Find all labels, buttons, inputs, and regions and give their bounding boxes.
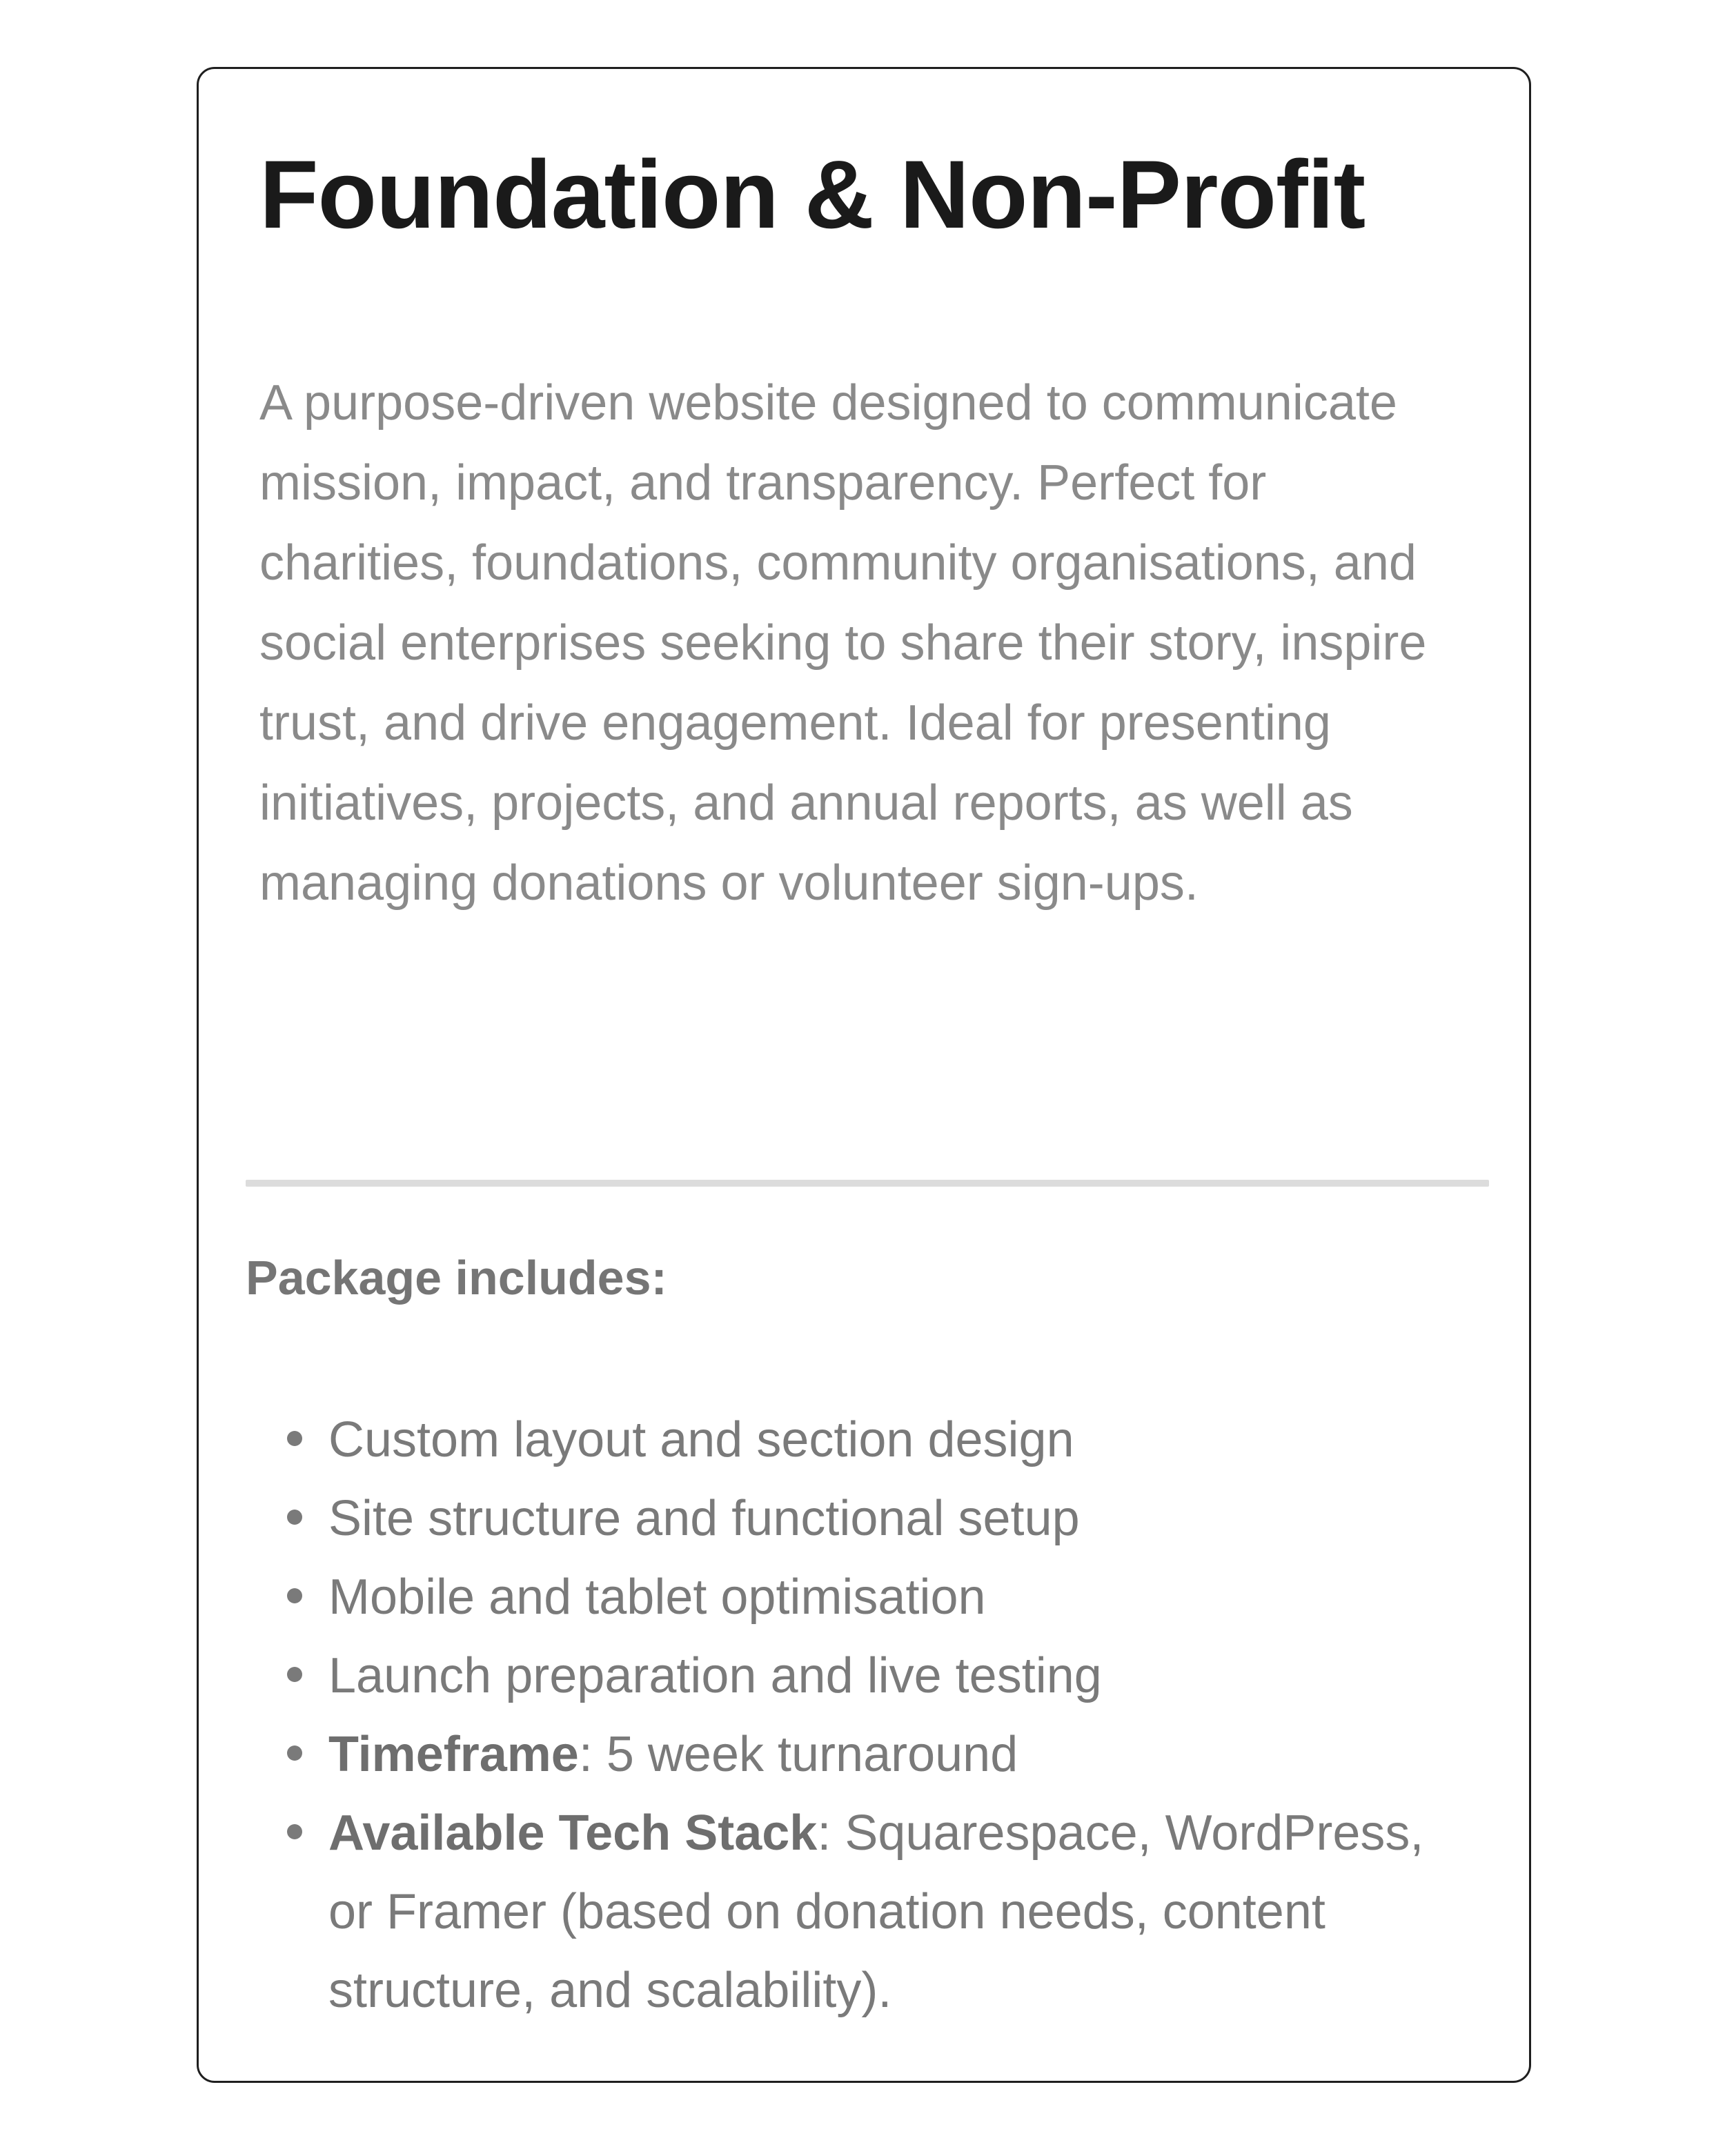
bullet-icon [287, 1588, 302, 1603]
package-heading: Package includes: [246, 1251, 667, 1305]
package-card [197, 67, 1531, 2083]
list-item [259, 1558, 1474, 1636]
list-item [259, 1401, 1474, 1479]
bullet-icon [287, 1824, 302, 1839]
bullet-icon [287, 1510, 302, 1525]
bullet-icon [287, 1431, 302, 1446]
timeframe-value: : 5 week turnaround [578, 1727, 1018, 1782]
card-title: Foundation & Non-Profit [259, 140, 1366, 248]
feature-list [259, 1401, 1474, 2030]
tech-stack-item [259, 1794, 1474, 2030]
feature-text: Site structure and functional setup [328, 1491, 1080, 1546]
list-item [259, 1479, 1474, 1558]
feature-text: Mobile and tablet optimisation [328, 1570, 986, 1625]
card-description: A purpose-driven website designed to communicate mission, impact, and transparency. Perfect for charities, foundations, community organisations, and social enterprises seeking to share their story, inspire trust, and drive engagement. Ideal for presenting initiatives, projects, and annual reports, as well as managing donations or volunteer sign-ups. [259, 375, 1427, 911]
bullet-icon [287, 1667, 302, 1682]
bullet-icon [287, 1745, 302, 1761]
divider [246, 1180, 1489, 1187]
feature-text: Custom layout and section design [328, 1412, 1074, 1467]
list-item [259, 1636, 1474, 1715]
timeframe-label: Timeframe [328, 1727, 579, 1782]
tech-stack-label: Available Tech Stack [328, 1806, 818, 1861]
timeframe-item [259, 1715, 1474, 1794]
tech-stack-value: : Squarespace, WordPress, or Framer (based on donation needs, content structure, and scalability). [328, 1806, 1424, 2018]
feature-text: Launch preparation and live testing [328, 1648, 1102, 1703]
